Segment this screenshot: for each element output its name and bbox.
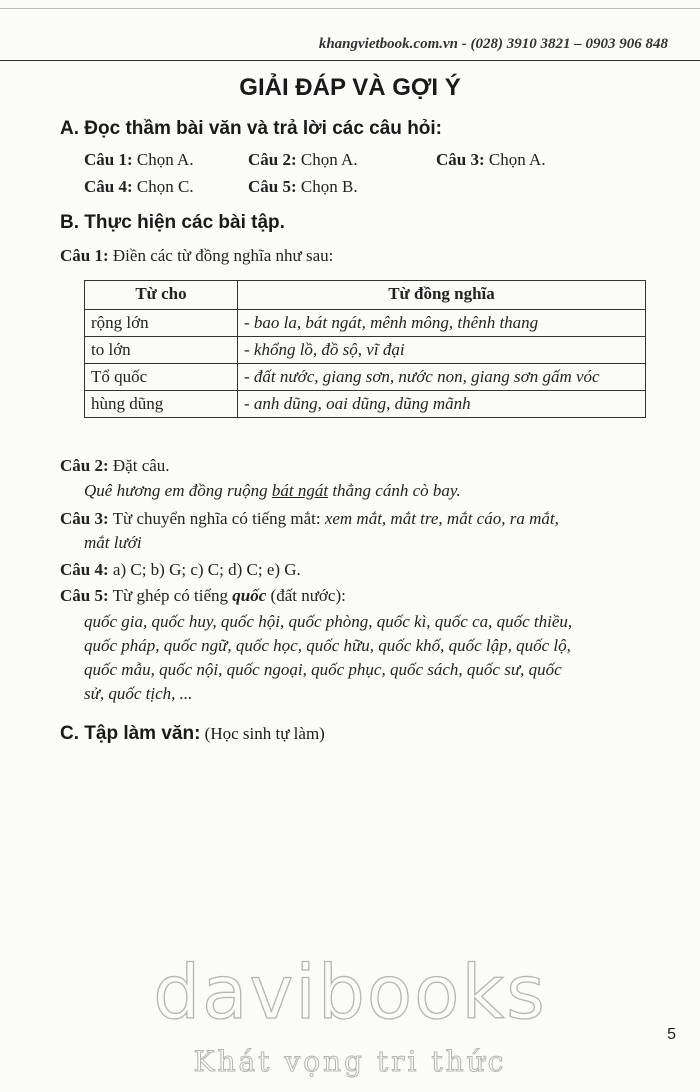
answer-a5: Câu 5: Chọn B. (248, 177, 358, 196)
table-cell-word: to lớn (85, 337, 238, 364)
header-rule (0, 8, 700, 9)
table-cell-word: rộng lớn (85, 310, 238, 337)
section-b-heading: B. Thực hiện các bài tập. (60, 212, 285, 233)
b-question-2: Câu 2: Đặt câu. (60, 456, 170, 475)
table-cell-synonyms: - khổng lồ, đồ sộ, vĩ đại (238, 337, 646, 364)
section-c-heading: C. Tập làm văn: (Học sinh tự làm) (60, 723, 325, 744)
column-header: Từ đồng nghĩa (238, 281, 646, 310)
answer-a1: Câu 1: Chọn A. (84, 150, 194, 169)
page-title: GIẢI ĐÁP VÀ GỢI Ý (239, 74, 461, 101)
table-row (85, 364, 646, 391)
table-header-row (85, 281, 646, 310)
answer-a2: Câu 2: Chọn A. (248, 150, 358, 169)
b-question-3: Câu 3: Từ chuyển nghĩa có tiếng mắt: xem mắt, mắt tre, mắt cáo, ra mắt, (60, 509, 559, 528)
table-cell-word: hùng dũng (85, 391, 238, 418)
b-question-1: Câu 1: Điền các từ đồng nghĩa như sau: (60, 246, 334, 265)
b-question-4: Câu 4: a) C; b) G; c) C; d) C; e) G. (60, 560, 301, 579)
b-question-5: Câu 5: Từ ghép có tiếng quốc (đất nước): (60, 586, 346, 605)
table-cell-word: Tổ quốc (85, 364, 238, 391)
answer-a3: Câu 3: Chọn A. (436, 150, 546, 169)
table-cell-synonyms: - anh dũng, oai dũng, dũng mãnh (238, 391, 646, 418)
compound-words-line: quốc mẫu, quốc nội, quốc ngoại, quốc phục, quốc sách, quốc sư, quốc (84, 660, 562, 679)
table-cell-synonyms: - đất nước, giang sơn, nước non, giang sơn gấm vóc (238, 364, 646, 391)
compound-words-line: quốc pháp, quốc ngữ, quốc học, quốc hữu, quốc khố, quốc lập, quốc lộ, (84, 636, 571, 655)
table-cell-synonyms: - bao la, bát ngát, mênh mông, thênh thang (238, 310, 646, 337)
compound-words-line: sử, quốc tịch, ... (84, 684, 193, 703)
example-sentence: Quê hương em đồng ruộng bát ngát thẳng cánh cò bay. (84, 481, 461, 500)
page-header (0, 0, 700, 61)
section-a-heading: A. Đọc thầm bài văn và trả lời các câu hỏi: (60, 118, 443, 139)
synonym-table (84, 280, 646, 418)
table-row (85, 337, 646, 364)
watermark-logo: davibooks (153, 950, 547, 1036)
table-row (85, 310, 646, 337)
column-header: Từ cho (85, 281, 238, 310)
publisher-contact: khangvietbook.com.vn - (028) 3910 3821 – 0903 906 848 (318, 36, 668, 52)
watermark-tagline: Khát vọng tri thức (193, 1045, 507, 1078)
b-question-3-cont: mắt lưới (84, 533, 142, 552)
table-row (85, 391, 646, 418)
page-number: 5 (667, 1026, 676, 1043)
answer-a4: Câu 4: Chọn C. (84, 177, 194, 196)
compound-words-line: quốc gia, quốc huy, quốc hội, quốc phòng, quốc kì, quốc ca, quốc thiều, (84, 612, 573, 631)
